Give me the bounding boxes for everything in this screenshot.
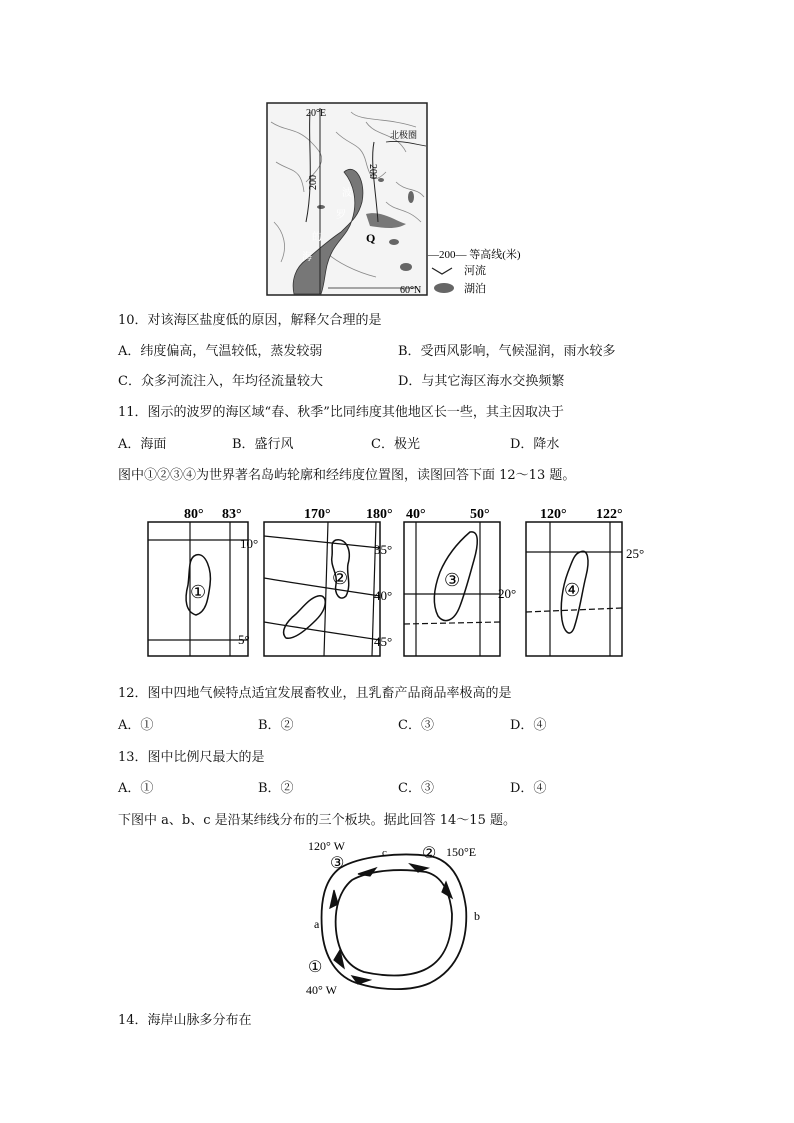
label-40w: 40° W [306, 983, 337, 997]
panel1-lon-83: 83° [222, 507, 242, 522]
q11-stem: 11．图示的波罗的海区域“春、秋季”比同纬度其他地区长一些，其主因取决于 [118, 405, 564, 420]
panel2-lon-180: 180° [366, 507, 393, 522]
islands-figure [140, 500, 645, 660]
q10-option-c[interactable]: C．众多河流注入，年均径流量较大 [118, 374, 323, 389]
q13-option-b[interactable]: B．② [258, 781, 294, 796]
island-2-south [284, 596, 326, 638]
sea-char-4: 海 [302, 252, 312, 263]
map-legend [427, 247, 521, 295]
panel4-lon-122: 122° [596, 507, 623, 522]
label-150e: 150°E [446, 845, 477, 859]
num-2-label: ② [422, 845, 437, 862]
q11-option-c[interactable]: C．极光 [371, 437, 420, 452]
contour-label-left: 200 [308, 175, 319, 190]
q10-option-a[interactable]: A．纬度偏高，气温较低，蒸发较弱 [118, 344, 323, 359]
panel4-lat-25: 25° [626, 546, 645, 561]
q10-option-b[interactable]: B．受西风影响，气候湿润，雨水较多 [398, 344, 616, 359]
q12-option-c[interactable]: C．③ [398, 718, 434, 733]
contour-label-right: 200 [367, 164, 378, 179]
plate-b-label: b [474, 909, 480, 923]
plate-c-label: c [382, 847, 387, 859]
panel1-lon-80: 80° [184, 507, 204, 522]
q14-stem: 14．海岸山脉多分布在 [118, 1013, 252, 1028]
sea-char-2: 罗 [336, 210, 346, 221]
panel4-lon-120: 120° [540, 507, 567, 522]
lon-label-20e: 20°E [306, 108, 327, 119]
sea-char-3: 的 [312, 232, 322, 243]
panel1-lat-5: 5° [238, 632, 250, 647]
baltic-map-svg [266, 102, 530, 298]
q11-option-b[interactable]: B．盛行风 [232, 437, 294, 452]
q11-option-d[interactable]: D．降水 [510, 437, 560, 452]
q13-option-d[interactable]: D．④ [510, 781, 547, 796]
point-q-label: Q [366, 231, 376, 245]
baltic-map-figure [266, 102, 530, 298]
sea-char-1: 波 [342, 188, 352, 199]
panel3-lat-20: 20° [498, 586, 517, 601]
num-3-label: ③ [330, 855, 345, 872]
plates-svg [300, 838, 500, 1000]
q13-stem: 13．图中比例尺最大的是 [118, 750, 265, 765]
q13-option-a[interactable]: A．① [118, 781, 154, 796]
panel3-lon-40: 40° [406, 507, 426, 522]
legend-lake: 湖泊 [464, 283, 486, 295]
panel3-lon-50: 50° [470, 507, 490, 522]
panel2-lat-40: 40° [374, 588, 393, 603]
q10-stem: 10．对该海区盐度低的原因，解释欠合理的是 [118, 313, 382, 328]
q11-option-a[interactable]: A．海面 [118, 437, 167, 452]
intro-12-13: 图中①②③④为世界著名岛屿轮廓和经纬度位置图，读图回答下面 12～13 题。 [118, 468, 576, 483]
num-1-label: ① [308, 959, 323, 976]
island-2-label: ② [332, 568, 349, 588]
q13-option-c[interactable]: C．③ [398, 781, 434, 796]
q10-option-d[interactable]: D．与其它海区海水交换频繁 [398, 374, 565, 389]
plate-a-label: a [314, 917, 320, 931]
plates-figure [300, 838, 500, 1000]
q12-option-d[interactable]: D．④ [510, 718, 547, 733]
intro-14-15: 下图中 a、b、c 是沿某纬线分布的三个板块。据此回答 14～15 题。 [118, 813, 516, 828]
label-120w: 120° W [308, 839, 345, 853]
river-icon [432, 268, 452, 274]
lake-icon [434, 283, 454, 293]
q12-option-b[interactable]: B．② [258, 718, 294, 733]
legend-contour: —200— 等高线(米) [428, 249, 521, 261]
q12-option-a[interactable]: A．① [118, 718, 154, 733]
panel1-lat-10: 10° [240, 536, 259, 551]
arctic-circle-label: 北极圈 [390, 130, 418, 140]
island-3-label: ③ [444, 570, 461, 590]
island-4-label: ④ [564, 580, 581, 600]
q12-stem: 12．图中四地气候特点适宜发展畜牧业，且乳畜产品商品率极高的是 [118, 686, 512, 701]
legend-river: 河流 [464, 265, 486, 277]
panel2-lat-35: 35° [374, 542, 393, 557]
panel2-lat-45: 45° [374, 634, 393, 649]
panel2-lon-170: 170° [304, 507, 331, 522]
lat-label-60n: 60°N [400, 285, 422, 296]
island-1-label: ① [190, 582, 207, 602]
islands-svg [140, 500, 645, 660]
